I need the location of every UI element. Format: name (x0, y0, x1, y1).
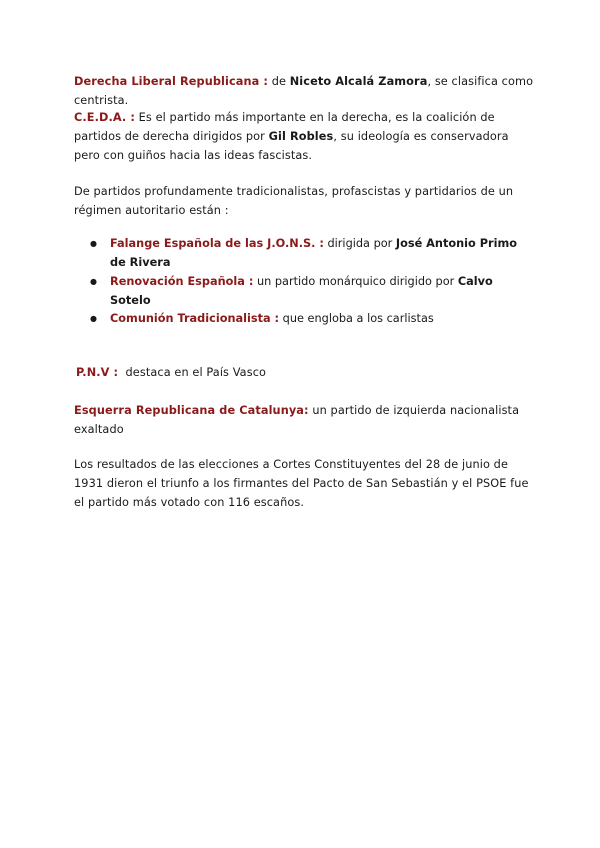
paragraph-text: De partidos profundamente tradicionalistas, profascistas y partidarios de un régimen autoritario están : (74, 185, 514, 217)
paragraph-text: , se clasifica como centrista. (74, 75, 534, 107)
paragraph-text: , su ideología es conservadora pero con guiños hacia las ideas fascistas. (74, 130, 509, 162)
list-item-text: dirigida por (323, 237, 396, 250)
list-item-text: un partido monárquico dirigido por (253, 274, 458, 288)
person-name: Gil Robles (268, 130, 334, 143)
party-bullet-list (90, 234, 534, 347)
list-item (90, 234, 534, 272)
paragraph-text: de (268, 75, 290, 88)
list-item (90, 309, 534, 347)
party-label: C.E.D.A. : (74, 111, 135, 124)
paragraph-election-results (74, 455, 534, 512)
list-item-text: que engloba a los carlistas (279, 312, 434, 325)
person-name: José Antonio Primo de Rivera (110, 237, 517, 269)
party-label: Falange Española de las J.O.N.S. : (110, 237, 324, 250)
party-label: Renovación Española : (110, 274, 254, 288)
paragraph-pnv (76, 363, 536, 382)
party-label: P.N.V : (76, 366, 119, 379)
party-label: Derecha Liberal Republicana : (74, 75, 269, 88)
paragraph-text: destaca en el País Vasco (118, 366, 267, 379)
paragraph-ceda (74, 108, 534, 165)
paragraph-text: un partido de izquierda nacionalista exaltado (74, 404, 520, 436)
paragraph-text: Los resultados de las elecciones a Cortes Constituyentes del 28 de junio de 1931 dieron el triunfo a los firmantes del Pacto de San Sebastián y el PSOE fue el partido más votado con 116 escaños. (74, 458, 529, 509)
list-item (90, 272, 534, 310)
paragraph-text: Es el partido más importante en la derecha, es la coalición de partidos de derecha dirigidos por (74, 111, 495, 143)
party-label: Comunión Tradicionalista : (110, 312, 280, 325)
paragraph-derecha-liberal (74, 72, 534, 110)
party-label: Esquerra Republicana de Catalunya: (74, 404, 309, 417)
person-name: Calvo Sotelo (110, 274, 493, 307)
paragraph-esquerra (74, 401, 534, 439)
paragraph-intro-list (74, 182, 534, 220)
person-name: Niceto Alcalá Zamora (289, 75, 428, 88)
